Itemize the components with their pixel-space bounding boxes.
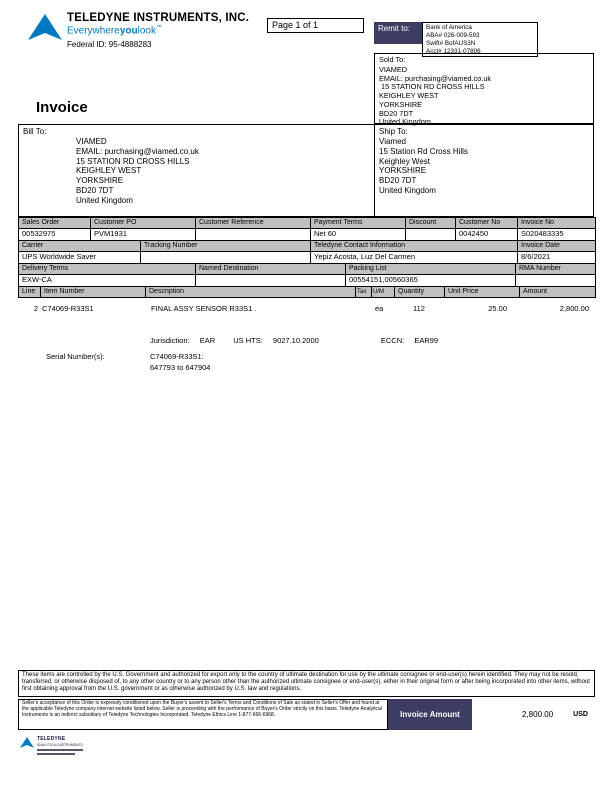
footer-brand bbox=[20, 736, 83, 755]
tracking-number-value bbox=[141, 252, 311, 264]
page-title: Invoice bbox=[36, 99, 88, 116]
sold-to-address bbox=[379, 66, 589, 127]
bill-to-box bbox=[18, 124, 375, 217]
col-header-tracking-number: Tracking Number bbox=[141, 241, 311, 252]
footer-brand-text bbox=[37, 736, 83, 755]
col-header-delivery-terms: Delivery Terms bbox=[19, 264, 196, 275]
line-item-line-no: 2 bbox=[33, 304, 38, 313]
ship-to-address bbox=[379, 137, 589, 196]
order-info-header-row bbox=[19, 218, 596, 229]
ship-to-label: Ship To: bbox=[379, 127, 408, 136]
address-line: Viamed bbox=[379, 137, 406, 146]
col-header-um: U/M bbox=[372, 287, 395, 298]
order-info-value-row bbox=[19, 229, 596, 241]
address-line: EMAIL: purchasing@viamed.co.uk bbox=[76, 146, 199, 156]
us-hts-label: US HTS: bbox=[233, 336, 263, 345]
contact-value: Yepiz Acosta, Luz Del Carmen bbox=[311, 252, 518, 264]
footer-address-line bbox=[37, 753, 75, 755]
col-header-carrier: Carrier bbox=[19, 241, 141, 252]
jurisdiction-label: Jurisdiction: bbox=[150, 336, 190, 345]
carrier-value: UPS Worldwide Saver bbox=[19, 252, 141, 264]
address-line: EMAIL: purchasing@viamed.co.uk bbox=[379, 73, 492, 83]
order-info-table bbox=[18, 217, 596, 241]
address-line: VIAMED bbox=[76, 137, 107, 146]
col-header-quantity: Quantity bbox=[395, 287, 445, 298]
line-items-header-row bbox=[19, 287, 596, 298]
payment-terms-value: Net 60 bbox=[311, 229, 406, 241]
page-number-box: Page 1 of 1 bbox=[267, 18, 364, 33]
serial-numbers-block bbox=[150, 352, 210, 374]
remit-line: ABA# 026-009-593 bbox=[426, 31, 480, 39]
company-name: TELEDYNE INSTRUMENTS, INC. bbox=[67, 12, 250, 24]
col-header-named-destination: Named Destination bbox=[196, 264, 346, 275]
customer-no-value: 0042450 bbox=[456, 229, 518, 241]
remit-line: Swift# BofAUS3N bbox=[426, 39, 476, 47]
company-brand bbox=[28, 12, 249, 49]
jurisdiction-value: EAR bbox=[199, 336, 216, 345]
eccn-value: EAR99 bbox=[414, 336, 439, 345]
address-line: BD20 7DT bbox=[379, 108, 414, 118]
address-line: KEIGHLEY WEST bbox=[76, 166, 142, 176]
line-item-tax bbox=[355, 304, 371, 313]
rma-number-value bbox=[516, 275, 596, 287]
tagline-part2: you bbox=[119, 25, 138, 37]
invoice-amount-currency: USD bbox=[573, 711, 588, 718]
invoice-date-value: 8/6/2021 bbox=[518, 252, 596, 264]
sold-to-box bbox=[374, 53, 594, 127]
col-header-customer-no: Customer No bbox=[456, 218, 518, 229]
tagline-part3: look bbox=[137, 25, 156, 37]
sales-order-value: 00532975 bbox=[19, 229, 91, 241]
serial-range: 647793 to 647904 bbox=[150, 362, 211, 372]
col-header-description: Description bbox=[146, 287, 356, 298]
address-line: Keighley West bbox=[379, 156, 430, 166]
col-header-line: Line bbox=[19, 287, 41, 298]
delivery-info-header-row bbox=[19, 264, 596, 275]
line-item-amount: 2,800.00 bbox=[559, 304, 589, 313]
line-item-unit-price: 25.00 bbox=[488, 304, 507, 313]
address-line: KEIGHLEY WEST bbox=[379, 91, 439, 100]
customer-po-value: PVM1931 bbox=[91, 229, 196, 241]
col-header-rma-number: RMA Number bbox=[516, 264, 596, 275]
line-item-quantity: 112 bbox=[413, 304, 425, 313]
line-item-description: FINAL ASSY SENSOR R33S1 . bbox=[151, 304, 257, 313]
tagline-part1: Everywhere bbox=[67, 25, 120, 37]
terms-notice: Seller's acceptance of this Order is expressly conditioned upon the Buyer's assent to Seller's Terms and Conditions of Sale as stated in Seller's Offer and found at the applicable Teledyne company internet website listed below. Seller is proceeding with the performance of Buyer's Order strictly on this basis. Teledyne Analytical Instruments is an indirect subsidiary of Teledyne Technologies Incorporated. Teledyne Ethics Line 1-877-666-6968. bbox=[18, 699, 388, 730]
line-items-header-table bbox=[18, 286, 596, 298]
shipping-info-header-row bbox=[19, 241, 596, 252]
col-header-unit-price: Unit Price bbox=[445, 287, 520, 298]
invoice-amount-area bbox=[472, 699, 595, 730]
shipping-info-value-row bbox=[19, 252, 596, 264]
export-control-notice: These items are controlled by the U.S. Government and authorized for export only to the country of ultimate destination for use by the ultimate consignee or end-user(s) herein identified. They may not be resold, transferred, or otherwise disposed of, to any other country or to any person other than the authorized ultimate consignee or end-user(s), either in their original form or after being incorporated into other items, without first obtaining approval from the U.S. government or as otherwise authorized by U.S. law and regulations. bbox=[18, 670, 595, 697]
delivery-terms-value: EXW-CA bbox=[19, 275, 196, 287]
remit-to-label: Remit to: bbox=[374, 22, 422, 44]
col-header-discount: Discount bbox=[406, 218, 456, 229]
address-line: United Kingdom bbox=[379, 117, 431, 127]
serial-numbers-label: Serial Number(s): bbox=[46, 352, 105, 361]
col-header-packing-list: Packing List bbox=[346, 264, 516, 275]
remit-line: Acct# 12331-07806 bbox=[426, 47, 481, 55]
packing-list-value: 00554151,00560365 bbox=[346, 275, 516, 287]
address-line: 15 STATION RD CROSS HILLS bbox=[379, 82, 485, 92]
bill-to-label: Bill To: bbox=[23, 127, 47, 136]
teledyne-logo-icon bbox=[28, 14, 62, 40]
col-header-customer-po: Customer PO bbox=[91, 218, 196, 229]
address-line: United Kingdom bbox=[76, 195, 133, 205]
serial-item: C74069-R33S1: bbox=[150, 352, 204, 361]
federal-id: Federal ID: 95-4888283 bbox=[67, 40, 152, 50]
line-item-row bbox=[18, 304, 595, 313]
col-header-invoice-date: Invoice Date bbox=[518, 241, 596, 252]
line-item-number: C74069-R33S1 bbox=[42, 304, 94, 313]
address-line: BD20 7DT bbox=[76, 185, 114, 195]
named-destination-value bbox=[196, 275, 346, 287]
teledyne-footer-logo-icon bbox=[20, 737, 34, 748]
address-line: 15 STATION RD CROSS HILLS bbox=[76, 156, 190, 166]
footer-strip bbox=[18, 699, 595, 730]
address-line: YORKSHIRE bbox=[379, 99, 422, 109]
col-header-contact: Teledyne Contact Information bbox=[311, 241, 518, 252]
footer-brand-division: ANALYTICAL INSTRUMENTS bbox=[37, 743, 83, 747]
col-header-customer-reference: Customer Reference bbox=[196, 218, 311, 229]
trademark-symbol: ™ bbox=[155, 25, 162, 31]
line-item-um: ea bbox=[375, 304, 384, 313]
address-line: YORKSHIRE bbox=[76, 176, 124, 185]
delivery-info-table bbox=[18, 263, 596, 287]
delivery-info-value-row bbox=[19, 275, 596, 287]
invoice-amount-label: Invoice Amount bbox=[388, 699, 472, 730]
invoice-no-value: S020483335 bbox=[518, 229, 596, 241]
footer-brand-name: TELEDYNE bbox=[37, 736, 66, 742]
us-hts-value: 9027.10.2000 bbox=[272, 336, 319, 345]
invoice-info-tables bbox=[18, 217, 595, 298]
col-header-tax: Tax bbox=[356, 287, 372, 298]
col-header-payment-terms: Payment Terms bbox=[311, 218, 406, 229]
sold-to-label: Sold To: bbox=[379, 55, 406, 64]
ship-to-box bbox=[374, 124, 594, 217]
col-header-amount: Amount bbox=[520, 287, 596, 298]
eccn-label: ECCN: bbox=[380, 336, 405, 345]
export-classification-row bbox=[150, 336, 438, 345]
remit-line: Bank of America bbox=[426, 24, 472, 31]
address-line: BD20 7DT bbox=[379, 176, 417, 185]
invoice-amount-value: 2,800.00 bbox=[522, 710, 554, 719]
company-tagline bbox=[67, 25, 249, 36]
address-line: 15 Station Rd Cross Hills bbox=[379, 146, 468, 156]
footer-address-line bbox=[37, 749, 83, 751]
shipping-info-table bbox=[18, 240, 596, 264]
customer-reference-value bbox=[196, 229, 311, 241]
address-line: VIAMED bbox=[379, 64, 407, 74]
address-line: YORKSHIRE bbox=[379, 166, 427, 176]
col-header-sales-order: Sales Order bbox=[19, 218, 91, 229]
discount-value bbox=[406, 229, 456, 241]
col-header-item-number: Item Number bbox=[41, 287, 146, 298]
brand-text bbox=[67, 12, 249, 49]
bill-to-address bbox=[76, 137, 370, 205]
col-header-invoice-no: Invoice No bbox=[518, 218, 596, 229]
address-line: United Kingdom bbox=[379, 185, 436, 195]
